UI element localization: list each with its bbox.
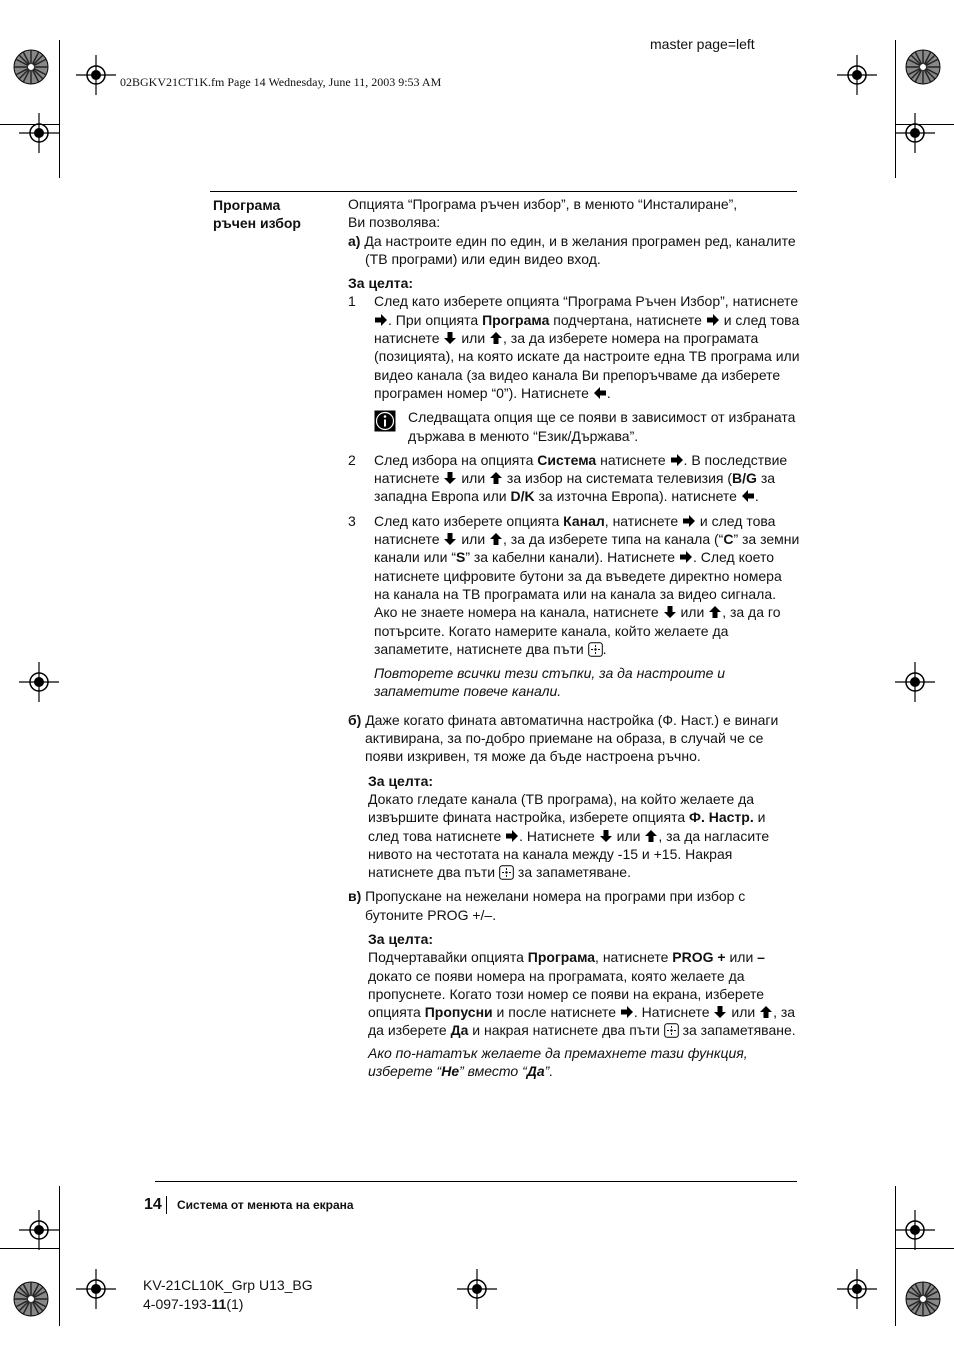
trim-line xyxy=(895,40,896,178)
purpose-text: Подчертавайки опцията Програма, натиснете PROG + или – докато се появи номера на програмата, която желаете да пропуснете. Когато този номер се появи на екрана, изберете опцията Пропусни и после натиснете . Натиснете или , за да изберете Да и накрая натиснете два пъти за запаметяване. xyxy=(368,949,796,1039)
step-2 xyxy=(348,451,800,506)
registration-mark-top-right-cross xyxy=(837,55,877,95)
registration-mark-top-left-star xyxy=(11,47,51,87)
right-arrow-icon xyxy=(374,313,388,327)
registration-mark-top-left-cross xyxy=(76,55,116,95)
info-icon xyxy=(374,410,396,432)
page-number: 14 xyxy=(144,1196,162,1213)
step-text: След избора на опцията Система натиснете . В последствие натиснете или за избор на системата телевизия (B/G за западна Европа или D/K за източна Европа). натиснете . xyxy=(374,451,788,505)
master-page-label: master page=left xyxy=(650,36,755,52)
step-number: 1 xyxy=(348,293,356,310)
model-info xyxy=(143,1276,313,1314)
footer-divider xyxy=(166,1196,167,1214)
left-arrow-icon xyxy=(593,386,607,400)
remove-function-note: Ако по-нататък желаете да премахнете тази функция, изберете “Не” вместо “Да”. xyxy=(368,1044,748,1080)
ok-button-icon xyxy=(588,642,603,657)
intro-line: Ви позволява: xyxy=(348,214,441,231)
step-3 xyxy=(348,512,800,658)
file-info-line: 02BGKV21CT1K.fm Page 14 Wednesday, June 11, 2003 9:53 AM xyxy=(120,75,442,89)
ok-button-icon xyxy=(664,1023,679,1038)
right-arrow-icon xyxy=(679,550,693,564)
step-1 xyxy=(348,292,800,402)
step-text: След като изберете опцията “Програма Ръчен Избор”, натиснете . При опцията Програма подчертана, натиснете и след това натиснете или , за да изберете номера на програмата (позицията), на която искате да настроите една ТВ програма или видео канала (за видео канала Ви препоръчваме да изберете програмен номер “0”). Натиснете . xyxy=(374,293,800,401)
registration-mark-left-mid xyxy=(19,662,59,702)
trim-line xyxy=(59,40,60,178)
item-c-purpose xyxy=(368,930,800,1080)
model-line: KV-21CL10K_Grp U13_BG xyxy=(143,1277,313,1293)
registration-mark-left-lower xyxy=(19,1210,59,1250)
trim-line xyxy=(895,124,954,125)
registration-mark-top-right-star xyxy=(903,47,943,87)
trim-line xyxy=(895,1186,896,1326)
section-label-line: Програма xyxy=(213,197,281,213)
purpose-heading: За целта: xyxy=(368,772,434,789)
up-arrow-icon xyxy=(489,471,503,485)
registration-mark-right-upper xyxy=(895,113,935,153)
step-number: 2 xyxy=(348,451,356,468)
trim-line xyxy=(0,1248,60,1249)
registration-mark-bottom-right-cross xyxy=(837,1269,877,1309)
registration-mark-bottom-right-star xyxy=(903,1279,943,1319)
intro-line: Опцията “Програма ръчен избор”, в менюто “Инсталиране”, xyxy=(348,196,738,212)
down-arrow-icon xyxy=(663,605,677,619)
footer-title: Система от менюта на екрана xyxy=(177,1198,354,1212)
down-arrow-icon xyxy=(443,532,457,546)
model-code: 4-097-193-11(1) xyxy=(143,1296,244,1312)
registration-mark-bottom-left-star xyxy=(11,1279,51,1319)
registration-mark-right-lower xyxy=(895,1210,935,1250)
section-bottom-rule xyxy=(155,1181,797,1182)
registration-mark-bottom-left-cross xyxy=(76,1269,116,1309)
right-arrow-icon xyxy=(682,514,696,528)
right-arrow-icon xyxy=(620,1005,634,1019)
purpose-text: Докато гледате канала (ТВ програма), на който желаете да извършите фината настройка, изберете опцията Ф. Настр. и след това натиснете . Натиснете или , за да нагласите нивото на честотата на канала между -15 и +15. Накрая натиснете два пъти за запаметяване. xyxy=(368,790,770,881)
ok-button-icon xyxy=(499,865,514,880)
step-text: След като изберете опцията Канал, натиснете и след това натиснете или , за да изберете типа на канала (“C” за земни канали или “S” за кабелни канали). Натиснете . След което натиснете цифровите бутони за да въведете директно номера на канала на ТВ програмата или на канала за видео сигнала. Ако не знаете номера на канала, натиснете или , за да го потърсите. Когато намерите канала, който желаете да запаметите, натиснете два пъти . xyxy=(374,512,800,657)
trim-line xyxy=(895,1248,954,1249)
repeat-note: Повторете всички тези стъпки, за да настроите и запаметите повече канали. xyxy=(374,665,726,700)
up-arrow-icon xyxy=(759,1005,773,1019)
item-a: а) Да настроите един по един, и в желания програмен ред, каналите (ТВ програми) или един видео вход. xyxy=(348,232,796,267)
registration-mark-bottom-center-cross xyxy=(457,1269,497,1309)
right-arrow-icon xyxy=(505,829,519,843)
left-arrow-icon xyxy=(741,489,755,503)
item-b-purpose xyxy=(368,772,800,882)
down-arrow-icon xyxy=(713,1005,727,1019)
down-arrow-icon xyxy=(443,471,457,485)
section-label-line: ръчен избор xyxy=(213,215,301,231)
up-arrow-icon xyxy=(708,605,722,619)
down-arrow-icon xyxy=(599,829,613,843)
trim-line xyxy=(59,1186,60,1326)
section-body xyxy=(348,195,800,1080)
info-note-text: Следващата опция ще се появи в зависимост от избраната държава в менюто “Език/Държава”. xyxy=(408,409,796,444)
section-top-rule xyxy=(210,191,797,192)
item-b: б) Даже когато фината автоматична настройка (Ф. Наст.) е винаги активирана, за по-добро приемане на образа, в случай че се появи изкривен, тя може да бъде настроена ръчно. xyxy=(348,711,779,765)
right-arrow-icon xyxy=(706,313,720,327)
trim-line xyxy=(0,124,60,125)
up-arrow-icon xyxy=(644,829,658,843)
registration-mark-right-mid xyxy=(895,662,935,702)
purpose-heading: За целта: xyxy=(348,275,414,292)
purpose-heading: За целта: xyxy=(368,930,434,947)
up-arrow-icon xyxy=(489,331,503,345)
info-note xyxy=(374,408,800,445)
registration-mark-left-upper xyxy=(19,113,59,153)
section-label xyxy=(213,196,341,232)
right-arrow-icon xyxy=(670,453,684,467)
down-arrow-icon xyxy=(443,331,457,345)
item-c: в) Пропускане на нежелани номера на програми при избор с бутоните PROG +/–. xyxy=(348,888,746,923)
up-arrow-icon xyxy=(489,532,503,546)
step-number: 3 xyxy=(348,512,356,529)
